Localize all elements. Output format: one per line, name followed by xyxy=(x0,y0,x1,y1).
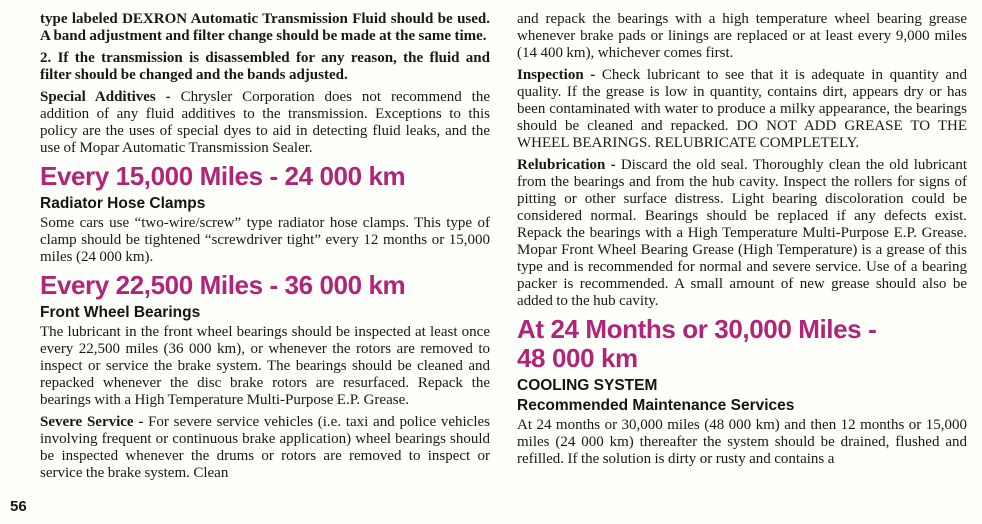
special-additives-label: Special Additives - xyxy=(40,89,171,105)
inspection-label: Inspection - xyxy=(517,67,596,83)
paragraph-cooling-system-service: At 24 months or 30,000 miles (48 000 km) and then 12 months or 15,000 miles (24 000 km) thereafter the system should be drained, flushed and refilled. If the solution is dirty or rusty and contains a xyxy=(517,417,967,467)
paragraph-transmission-disassembled: 2. If the transmission is disassembled for any reason, the fluid and filter should be changed and the bands adjusted. xyxy=(40,50,490,83)
severe-service-label: Severe Service - xyxy=(40,414,144,430)
heading-every-22500-miles: Every 22,500 Miles - 36 000 km xyxy=(40,270,406,300)
heading-24-months-line2: 48 000 km xyxy=(517,343,638,373)
relubrication-label: Relubrication - xyxy=(517,157,616,173)
severe-service-text: For severe service vehicles (i.e. taxi and police vehicles involving frequent or continuous brake application) wheel bearings should be inspected whenever the drums or rotors are removed to inspect or service the brake system. Clean xyxy=(40,414,490,481)
paragraph-special-additives xyxy=(40,89,490,157)
heading-24-months-line1: At 24 Months or 30,000 Miles - xyxy=(517,314,877,344)
subheading-recommended-maintenance-services: Recommended Maintenance Services xyxy=(517,397,795,414)
paragraph-front-wheel-bearings: The lubricant in the front wheel bearings should be inspected at least once every 22,500 miles (36 000 km), or whenever the rotors are removed to inspect or service the brake system. The bearings should be cleaned and repacked whenever the disc brake rotors are resurfaced. Repack the bearings with a High Temperature Multi-Purpose E.P. Grease. xyxy=(40,324,490,408)
right-column xyxy=(517,11,967,487)
special-additives-text: Chrysler Corporation does not recommend the addition of any fluid additives to the transmission. Exceptions to this policy are the uses of special dyes to aid in detecting fluid leaks, and the use of Mopar Automatic Transmission Sealer. xyxy=(40,89,491,156)
paragraph-severe-service xyxy=(40,414,490,482)
paragraph-repack-bearings: and repack the bearings with a high temperature wheel bearing grease whenever brake pads or linings are replaced or at least every 9,000 miles (14 400 km), whichever comes first. xyxy=(517,11,967,61)
heading-at-24-months-30000-miles xyxy=(517,315,967,373)
page-number: 56 xyxy=(10,498,27,515)
heading-every-15000-miles: Every 15,000 Miles - 24 000 km xyxy=(40,161,406,191)
relubrication-text: Discard the old seal. Thoroughly clean the old lubricant from the bearings and from the hub cavity. Inspect the rollers for signs of pitting or other surface distress. Light bearing discoloration could be considered normal. Bearings should be replaced if any defects exist. Repack the bearings with a High Temperature Multi-Purpose E.P. Grease. Mopar Front Wheel Bearing Grease (High Temperature) is a grease of this type and is recommended for normal and severe service. Use of a bearing packer is recommended. A small amount of new grease should also be added to the hub cavity. xyxy=(517,157,968,309)
paragraph-transmission-fluid: type labeled DEXRON Automatic Transmission Fluid should be used. A band adjustment and filter change should be made at the same time. xyxy=(40,11,490,44)
paragraph-radiator-hose-clamps: Some cars use “two-wire/screw” type radiator hose clamps. This type of clamp should be tightened “screwdriver tight” every 12 months or 15,000 miles (24 000 km). xyxy=(40,215,490,265)
paragraph-relubrication xyxy=(517,157,967,310)
paragraph-inspection xyxy=(517,67,967,152)
subheading-cooling-system: COOLING SYSTEM xyxy=(517,377,658,394)
subheading-radiator-hose-clamps: Radiator Hose Clamps xyxy=(40,195,206,212)
left-column xyxy=(40,11,490,487)
subheading-front-wheel-bearings: Front Wheel Bearings xyxy=(40,304,201,321)
inspection-text: Check lubricant to see that it is adequate in quantity and quality. If the grease is low in quantity, contains dirt, appears dry or has been contaminated with water to produce a milky appearance, the bearings should be cleaned and repacked. DO NOT ADD GREASE TO THE WHEEL BEARINGS. RELUBRICATE COMPLETELY. xyxy=(517,67,967,151)
